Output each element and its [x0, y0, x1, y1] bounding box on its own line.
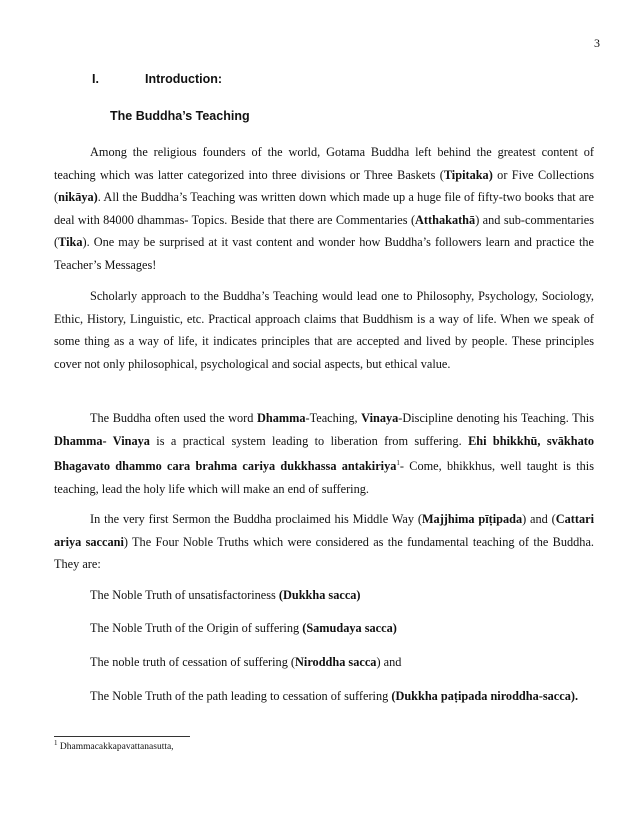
footnote-mark: 1 [54, 739, 58, 747]
noble-truth-2: The Noble Truth of the Origin of suffering (Samudaya sacca) [90, 621, 397, 635]
noble-truth-3: The noble truth of cessation of suffering (Niroddha sacca) and [90, 655, 402, 669]
footnote [54, 739, 174, 752]
footnote-divider [54, 736, 190, 737]
section-number: I. [92, 72, 99, 86]
section-title: Introduction: [145, 72, 223, 86]
paragraph-2: Scholarly approach to the Buddha’s Teaching would lead one to Philosophy, Psychology, Sociology, Ethic, History, Linguistic, etc. Practical approach claims that Buddhism is a way of life. When we speak of some thing as a way of life, it indicates principles that are accepted and lived by people. These principles cover not only philosophical, psychological and social aspects, but ethical value. [54, 289, 594, 371]
footnote-ref[interactable]: 1 [396, 459, 400, 467]
section-subtitle: The Buddha’s Teaching [110, 109, 250, 123]
paragraph-1: Among the religious founders of the world, Gotama Buddha left behind the greatest content of teaching which was latter categorized into three divisions or Three Baskets (Tipitaka) or Five Collections (nikāya). All the Buddha’s Teaching was written down which made up a huge file of fifty-two books that are deal with 84000 dhammas- Topics. Beside that there are Commentaries (Atthakathā) and sub-commentaries (Tika). One may be surprised at it vast content and wonder how Buddha’s followers learn and practice the Teacher’s Messages! [54, 145, 594, 272]
page-number: 3 [594, 36, 600, 50]
noble-truth-1: The Noble Truth of unsatisfactoriness (Dukkha sacca) [90, 588, 361, 602]
noble-truth-4: The Noble Truth of the path leading to cessation of suffering (Dukkha paṭipada niroddha-sacca). [90, 689, 579, 703]
footnote-text: Dhammacakkapavattanasutta, [57, 742, 174, 753]
paragraph-4: In the very first Sermon the Buddha proclaimed his Middle Way (Majjhima pīṭipada) and (Cattari ariya saccani) The Four Noble Truths which were considered as the fundamental teaching of the Buddha. They are: [54, 512, 594, 571]
paragraph-3: The Buddha often used the word Dhamma-Teaching, Vinaya-Discipline denoting his Teaching. This Dhamma- Vinaya is a practical system leading to liberation from suffering. Ehi bhikkhū, svākhato Bhagavato dhammo cara brahma cariya dukkhassa antakiriya$^1$- Come, bhikkhus, well taught is this teaching, lead the holy life which will make an end of suffering. [54, 411, 594, 496]
